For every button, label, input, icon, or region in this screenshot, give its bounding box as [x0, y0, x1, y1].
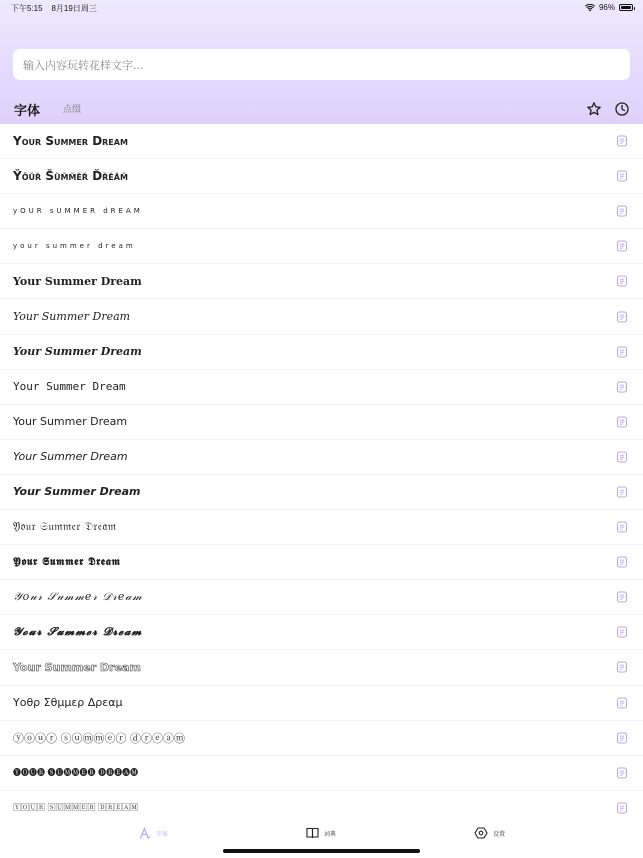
font-sample-text: Your Summer Dream [13, 134, 128, 149]
font-sample-text: Your Summer Dream [13, 380, 126, 394]
copy-icon[interactable] [616, 240, 628, 252]
font-sample-text: Υοθρ Σθμμερ Δρεαμ [13, 696, 123, 710]
home-indicator [223, 849, 420, 853]
copy-icon[interactable] [616, 556, 628, 568]
list-item[interactable] [0, 335, 643, 370]
battery-level [621, 6, 631, 9]
history-icon[interactable] [614, 101, 630, 117]
list-item[interactable] [0, 440, 643, 475]
list-item[interactable] [0, 194, 643, 229]
copy-icon[interactable] [616, 311, 628, 323]
font-sample-text: Your Summer Dream [13, 274, 142, 288]
status-right [585, 3, 633, 12]
wifi-icon [585, 4, 595, 12]
status-time-text: 下午5:15 [11, 4, 43, 13]
search-placeholder: 输入内容玩转花样文字... [23, 58, 144, 72]
font-style-list [0, 124, 643, 826]
list-item[interactable] [0, 545, 643, 580]
status-bar [0, 0, 643, 16]
font-sample-text: ⓨⓞⓤⓡ ⓢⓤⓜⓜⓔⓡ ⓓⓡⓔⓐⓜ [13, 731, 185, 745]
tabbar-item-dictionary[interactable] [306, 827, 336, 839]
font-sample-text: Your Summer Dream [13, 415, 128, 429]
font-sample-text: Your Summer Dream [13, 660, 141, 674]
copy-icon[interactable] [616, 626, 628, 638]
settings-icon [474, 827, 488, 839]
font-sample-text: your summer dream [13, 242, 136, 251]
copy-icon[interactable] [616, 767, 628, 779]
tabbar-label-dictionary: 词典 [324, 830, 337, 838]
tabbar-label-settings: 设置 [493, 830, 506, 838]
copy-icon[interactable] [616, 486, 628, 498]
copy-icon[interactable] [616, 205, 628, 217]
font-sample-text: Your Summer Dream [13, 345, 142, 359]
copy-icon[interactable] [616, 346, 628, 358]
tab-decorations[interactable]: 点缀 [63, 105, 82, 115]
copy-icon[interactable] [616, 521, 628, 533]
copy-icon[interactable] [616, 135, 628, 147]
list-item[interactable] [0, 510, 643, 545]
copy-icon[interactable] [616, 381, 628, 393]
tabbar-label-fonts: 字体 [156, 830, 169, 838]
font-sample-text: Your Summer Dream [13, 485, 141, 499]
copy-icon[interactable] [616, 732, 628, 744]
tabbar-item-fonts[interactable] [139, 827, 168, 839]
list-item[interactable] [0, 370, 643, 405]
font-sample-text: 𝒴𝑜𝓊𝓇 𝒮𝓊𝓂𝓂𝑒𝓇 𝒟𝓇𝑒𝒶𝓂 [13, 590, 143, 604]
font-sample-text: 🅨🅞🅤🅡 🅢🅤🅜🅜🅔🅡 🅓🅡🅔🅐🅜 [13, 768, 139, 778]
list-item[interactable] [0, 264, 643, 299]
tabbar-item-settings[interactable] [474, 827, 505, 839]
copy-icon[interactable] [616, 661, 628, 673]
copy-icon[interactable] [616, 451, 628, 463]
book-icon [306, 827, 319, 839]
font-sample-text: 𝖄𝖔𝖚𝖗 𝕾𝖚𝖒𝖒𝖊𝖗 𝕯𝖗𝖊𝖆𝖒 [13, 555, 121, 569]
copy-icon[interactable] [616, 275, 628, 287]
list-item[interactable] [0, 721, 643, 756]
font-sample-text: 🅈🄾🅄🅁 🅂🅄🄼🄼🄴🅁 🄳🅁🄴🄰🄼 [13, 803, 139, 813]
copy-icon[interactable] [616, 802, 628, 814]
copy-icon[interactable] [616, 416, 628, 428]
list-item[interactable] [0, 159, 643, 194]
battery-icon [619, 4, 633, 11]
font-tabs [13, 99, 81, 119]
list-item[interactable] [0, 229, 643, 264]
star-icon[interactable] [586, 101, 602, 117]
font-sample-text: yOUR sUMMER dREAM [13, 207, 143, 216]
font-sample-text: Y̆ö̆ŭr̆ S̆ŭm̆m̆ĕr̆ D̆r̆ĕăm̆ [13, 169, 128, 184]
battery-percent: 96% [598, 3, 615, 12]
font-sample-text: 𝔜𝔬𝔲𝔯 𝔖𝔲𝔪𝔪𝔢𝔯 𝔇𝔯𝔢𝔞𝔪 [13, 520, 117, 534]
list-item[interactable] [0, 124, 643, 159]
tab-fonts[interactable]: 字体 [13, 100, 41, 119]
status-time [11, 3, 97, 14]
list-item[interactable] [0, 475, 643, 510]
copy-icon[interactable] [616, 697, 628, 709]
list-item[interactable] [0, 615, 643, 650]
status-date-text: 8月19日周三 [51, 4, 97, 13]
list-item[interactable] [0, 791, 643, 826]
list-item[interactable] [0, 756, 643, 791]
font-sample-text: Your Summer Dream [13, 310, 131, 324]
list-item[interactable] [0, 299, 643, 334]
font-icon [139, 827, 151, 839]
list-item[interactable] [0, 650, 643, 685]
copy-icon[interactable] [616, 591, 628, 603]
list-item[interactable] [0, 405, 643, 440]
list-item[interactable] [0, 686, 643, 721]
search-input[interactable] [13, 49, 630, 80]
copy-icon[interactable] [616, 170, 628, 182]
list-item[interactable] [0, 580, 643, 615]
font-sample-text: Your Summer Dream [13, 450, 128, 464]
font-sample-text: 𝓨𝓸𝓾𝓻 𝓢𝓾𝓶𝓶𝓮𝓻 𝓓𝓻𝓮𝓪𝓶 [13, 625, 143, 639]
